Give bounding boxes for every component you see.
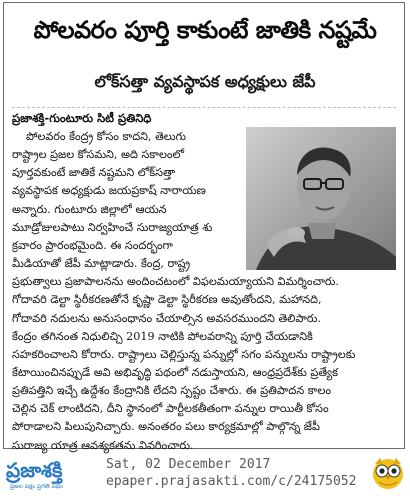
owl-mascot: [370, 454, 406, 490]
logo-tagline: ప్రజల పక్షం ప్రగతి పథం: [10, 483, 64, 490]
body-line: గోదావరి నదులను అనుసంధానం చేయాల్సిన అవసరముందని తెలిపారు.: [12, 311, 321, 325]
body-line: గోదావరి డెల్టా స్థిరీకరణతోనే కృష్ణా డెల్టా స్థిరీకరణ అవుతోందని, మహానది,: [12, 293, 322, 307]
body-line: మూడ్రోజులపాటు నిర్వహించే సురాజ్యయాత్ర శు: [12, 220, 213, 234]
body-line: చెల్లిన చెక్ లాంటిదని, దీని స్థానంలో పార్టీలకతీతంగా పన్నుల రాయితీ కోసం: [12, 402, 329, 416]
prajasakti-logo-icon: [4, 452, 90, 492]
body-line: అన్నారు. గుంటూరు జిల్లాలో ఆయన: [12, 202, 167, 216]
body-line: ప్రతిపత్తిని ఇచ్చే ఉద్దేశం కేంద్రానికి లేదని స్పష్టం చేశారు. ఈ ప్రతిపాదన కాలం: [12, 384, 332, 398]
body-line: కేటాయించినప్పుడే అవి అభివృద్ధి పథంలో నడుస్తాయని, ఆంధ్రప్రదేశ్‌కు ప్రత్యేక: [12, 365, 338, 379]
body-line: మీడియాతో జేపీ మాట్లాడారు. కేంద్ర, రాష్ట్ర: [12, 257, 191, 271]
body-line: క్రవారం ప్రారంభమైంది. ఈ సందర్భంగా: [12, 238, 173, 252]
person-photo-icon: [246, 127, 396, 270]
article-headline: పోలవరం పూర్తి కాకుంటే జాతికి నష్టమే: [33, 16, 377, 44]
body-line: వ్యవస్థాపక అధ్యక్షుడు జయప్రకాష్ నారాయణ: [12, 184, 206, 198]
body-line: సహకరించాలని కోరారు. రాష్ట్రాలు చెల్లిస్తున్న పన్నుల్లో సగం పన్నులను రాష్ట్రాలకు: [12, 347, 356, 361]
article-clipping: [3, 2, 405, 452]
logo-wordmark: ప్రజాశక్తి: [6, 458, 63, 482]
body-line: సురాజ్య యాత్ర ఆవశ్యకతను వివరించారు.: [12, 438, 194, 452]
article-subheadline: లోక్‌సత్తా వ్యవస్థాపక అధ్యక్షులు జేపీ: [94, 71, 316, 91]
body-line: రాష్ట్రాల ప్రజల కోసమని, అది సకాలంలో: [12, 148, 185, 162]
epaper-url[interactable]: epaper.prajasakti.com/c/24175052: [106, 474, 357, 489]
owl-icon: [370, 454, 406, 490]
edition-date: Sat, 02 December 2017: [106, 457, 271, 472]
article-dateline: ప్రజాశక్తి-గుంటూరు సిటీ ప్రతినిధి: [12, 111, 152, 125]
prajasakti-logo: [4, 452, 90, 492]
body-line: పోలవరం కేంద్ర్ర కోసం కాదని, తెలుగు: [26, 130, 186, 143]
body-line: ప్రభుత్వాలు ప్రజాపాలనను అందించటంలో విఫలమయ్యాయని విమర్శించారు.: [12, 275, 339, 289]
body-line: పూర్తవకుంటే జాతికే నష్టమని లోక్‌సత్తా: [12, 166, 176, 180]
speaker-photo: [246, 127, 396, 270]
body-line: కేంద్రం తగినంత నిధులిచ్చి 2019 నాటికి పోలవరాన్ని పూర్తి చేయడానికి: [12, 329, 313, 343]
body-line: పోరాడాలని పిలుపునిచ్చారు. అనంతరం పలు కార్యక్రమాల్లో పాల్గొన్న జేపీ: [12, 420, 320, 434]
